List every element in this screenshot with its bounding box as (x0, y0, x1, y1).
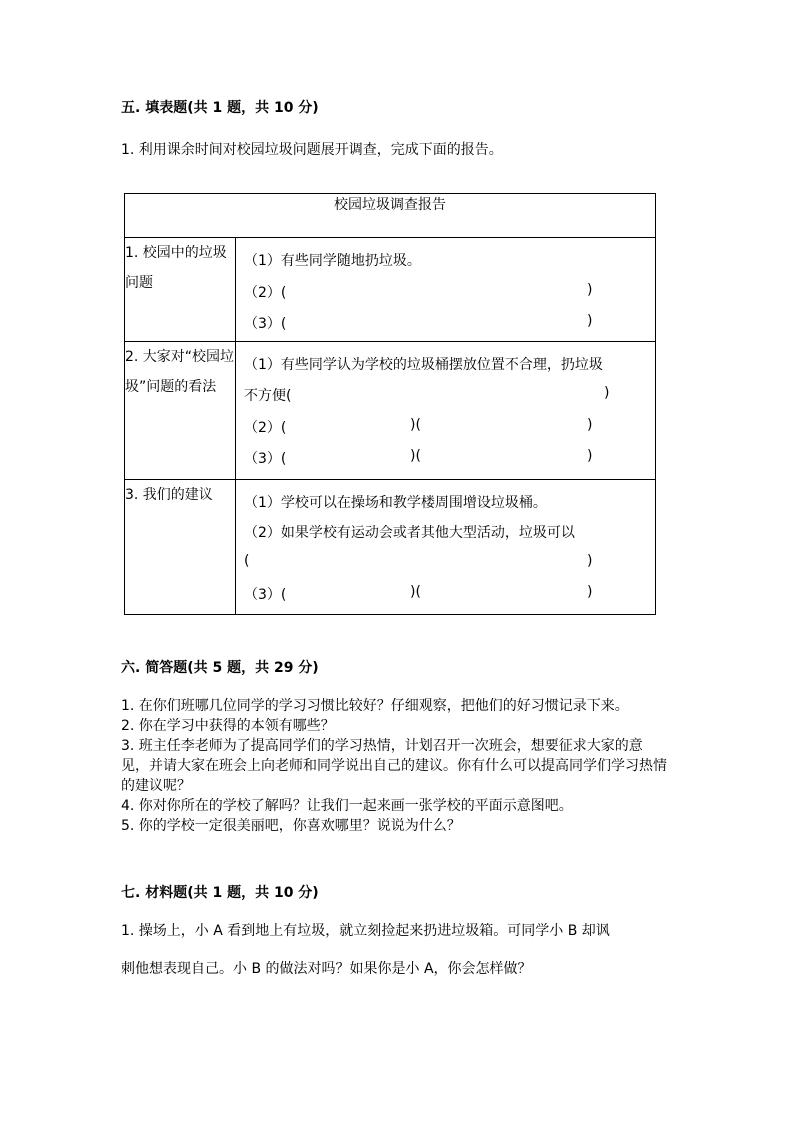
section6-question: 5. 你的学校一定很美丽吧，你喜欢哪里？说说为什么？ (121, 818, 461, 834)
section6-question: 4. 你对你所在的学校了解吗？让我们一起来画一张学校的平面示意图吧。 (121, 798, 573, 814)
row2-label-text: 2. 大家对“校园垃圾”问题的看法 (125, 349, 235, 395)
section5-question-1: 1. 利用课余时间对校园垃圾问题展开调查，完成下面的报告。 (121, 142, 503, 158)
section6-question-list (121, 696, 669, 836)
section7-heading: 七. 材料题(共 1 题，共 10 分) (121, 885, 319, 901)
row1-line3 (244, 313, 645, 333)
row3-label-text: 3. 我们的建议 (125, 487, 213, 503)
row1-line2-open: （2）( (244, 285, 287, 301)
row2-line3-close: ) (587, 417, 593, 433)
section6-heading: 六. 简答题(共 5 题，共 29 分) (121, 660, 319, 676)
report-title: 校园垃圾调查报告 (125, 194, 656, 238)
row3-line4-mid: )( (410, 584, 421, 600)
row3-line3 (244, 553, 645, 569)
row1-line1: （1）有些同学随地扔垃圾。 (244, 253, 421, 269)
row1-line2 (244, 282, 645, 302)
section7-question-line2: 刺他想表现自己。小 B 的做法对吗？如果你是小 A，你会怎样做？ (121, 961, 532, 977)
row3-line3-close: ) (587, 553, 593, 569)
row3-line4-open: （3）( (244, 587, 287, 603)
row2-line3-open: （2）( (244, 420, 287, 436)
row3-content (236, 480, 656, 615)
section6-question: 3. 班主任李老师为了提高同学们的学习热情，计划召开一次班会，想要征求大家的意见，并请大家在班会上向老师和同学说出自己的建议。你有什么可以提高同学们学习热情的建议呢？ (121, 738, 667, 794)
section6-question: 1. 在你们班哪几位同学的学习习惯比较好？仔细观察，把他们的好习惯记录下来。 (121, 698, 629, 714)
row2-line2-open: 不方便( (244, 388, 292, 404)
section5-heading: 五. 填表题(共 1 题，共 10 分) (121, 100, 319, 116)
row2-line4-mid: )( (410, 448, 421, 464)
row1-label-text: 1. 校园中的垃圾问题 (125, 245, 227, 291)
section6-question: 2. 你在学习中获得的本领有哪些？ (121, 718, 335, 734)
row2-line1: （1）有些同学认为学校的垃圾桶摆放位置不合理，扔垃圾 (244, 357, 603, 373)
row1-line3-open: （3）( (244, 316, 287, 332)
row2-line4-close: ) (587, 448, 593, 464)
row2-line2 (244, 385, 645, 405)
row2-line3-mid: )( (410, 417, 421, 433)
row3-line2: （2）如果学校有运动会或者其他大型活动，垃圾可以 (244, 525, 575, 541)
report-table (124, 193, 656, 615)
row3-line1: （1）学校可以在操场和教学楼周围增设垃圾桶。 (244, 495, 547, 511)
row3-line3-open: ( (244, 553, 250, 569)
row3-label (125, 480, 236, 615)
row3-line4 (244, 584, 645, 604)
row1-line2-close: ) (587, 282, 593, 298)
row2-line2-close: ) (604, 385, 610, 401)
section7-question-line1: 1. 操场上，小 A 看到地上有垃圾，就立刻捡起来扔进垃圾箱。可同学小 B 却讽 (121, 923, 610, 939)
row1-content (236, 238, 656, 342)
row3-line4-close: ) (587, 584, 593, 600)
row1-label (125, 238, 236, 342)
row2-line4-open: （3）( (244, 451, 287, 467)
row2-content (236, 342, 656, 480)
row2-line4 (244, 448, 645, 468)
row2-line3 (244, 417, 645, 437)
row2-label (125, 342, 236, 480)
row1-line3-close: ) (587, 313, 593, 329)
